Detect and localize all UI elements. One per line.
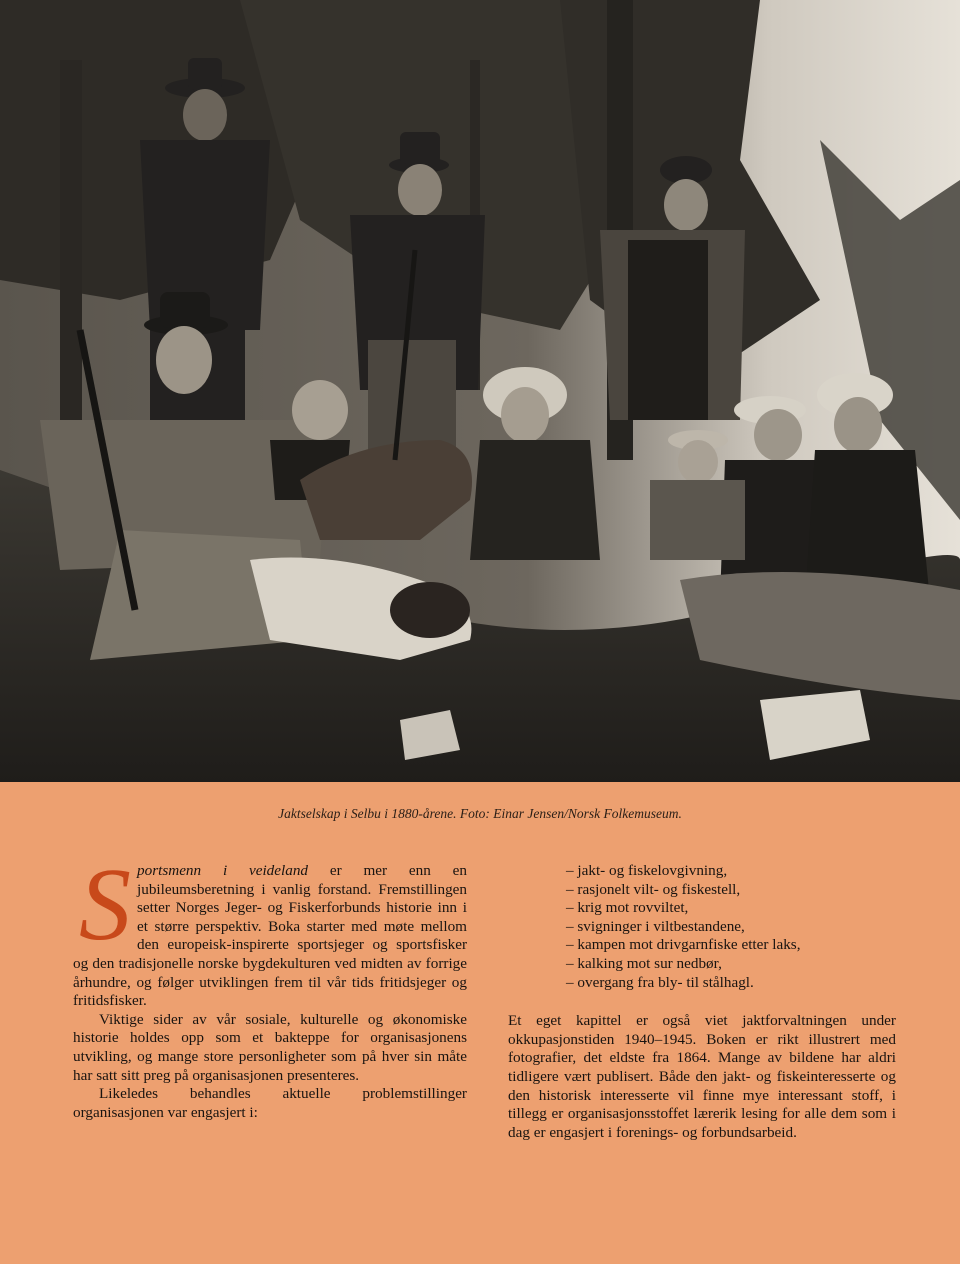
topic-list [566, 862, 896, 992]
book-title-italic: portsmenn i veideland [137, 862, 309, 879]
dropcap: S [79, 847, 131, 962]
paragraph-2: Viktige sider av vår sosiale, kulturelle og økonomiske historie holdes opp som et bakteppe for organisasjonens utvikling, og mange store personligheter som på hver sin måte har satt sitt preg på organisasjonen presenteres. [73, 1010, 467, 1084]
intro-text: er mer enn en jubileumsberetning i vanlig forstand. Fremstillingen setter Norges Jeger- og Fiskerforbunds historie inn i et større perspektiv. Boka starter med møte mellom den europeisk-inspirerte sportsjeger og sportsfisker og den tradisjonelle norske bygdekulturen ved midten av forrige århundre, og følger utviklingen frem til vår tids fritidsjeger og fritidsfisker. [73, 862, 467, 1010]
intro-paragraph [73, 847, 467, 1011]
list-item: – kampen mot drivgarnfiske etter laks, [566, 936, 801, 954]
closing-paragraph: Et eget kapittel er også viet jaktforvaltningen under okkupasjonstiden 1940–1945. Boken er rikt illustrert med fotografier, det eldste fra 1864. Mange av bildene har aldri tidligere vært publisert. Både den jakt- og fiskeinteresserte og den historisk interesserte vil finne mye interessant stoff, i tillegg er organisasjonsstoffet lærerik lesing for alle dem som i dag er engasjert i forenings- og forbundsarbeid. [508, 1012, 896, 1141]
list-item: – overgang fra bly- til stålhagl. [566, 973, 754, 991]
list-item: – svigninger i viltbestandene, [566, 917, 745, 935]
paragraph-3: Likeledes behandles aktuelle problemstillinger organisasjonen var engasjert i: [73, 1085, 467, 1121]
left-column [73, 847, 467, 1122]
list-item: – kalking mot sur nedbør, [566, 954, 722, 972]
list-item: – jakt- og fiskelovgivning, [566, 862, 728, 879]
right-column [508, 862, 896, 1142]
list-item: – rasjonelt vilt- og fiskestell, [566, 880, 741, 898]
photo-caption: Jaktselskap i Selbu i 1880-årene. Foto: Einar Jensen/Norsk Folkemuseum. [278, 806, 682, 821]
list-item: – krig mot rovviltet, [566, 899, 689, 917]
